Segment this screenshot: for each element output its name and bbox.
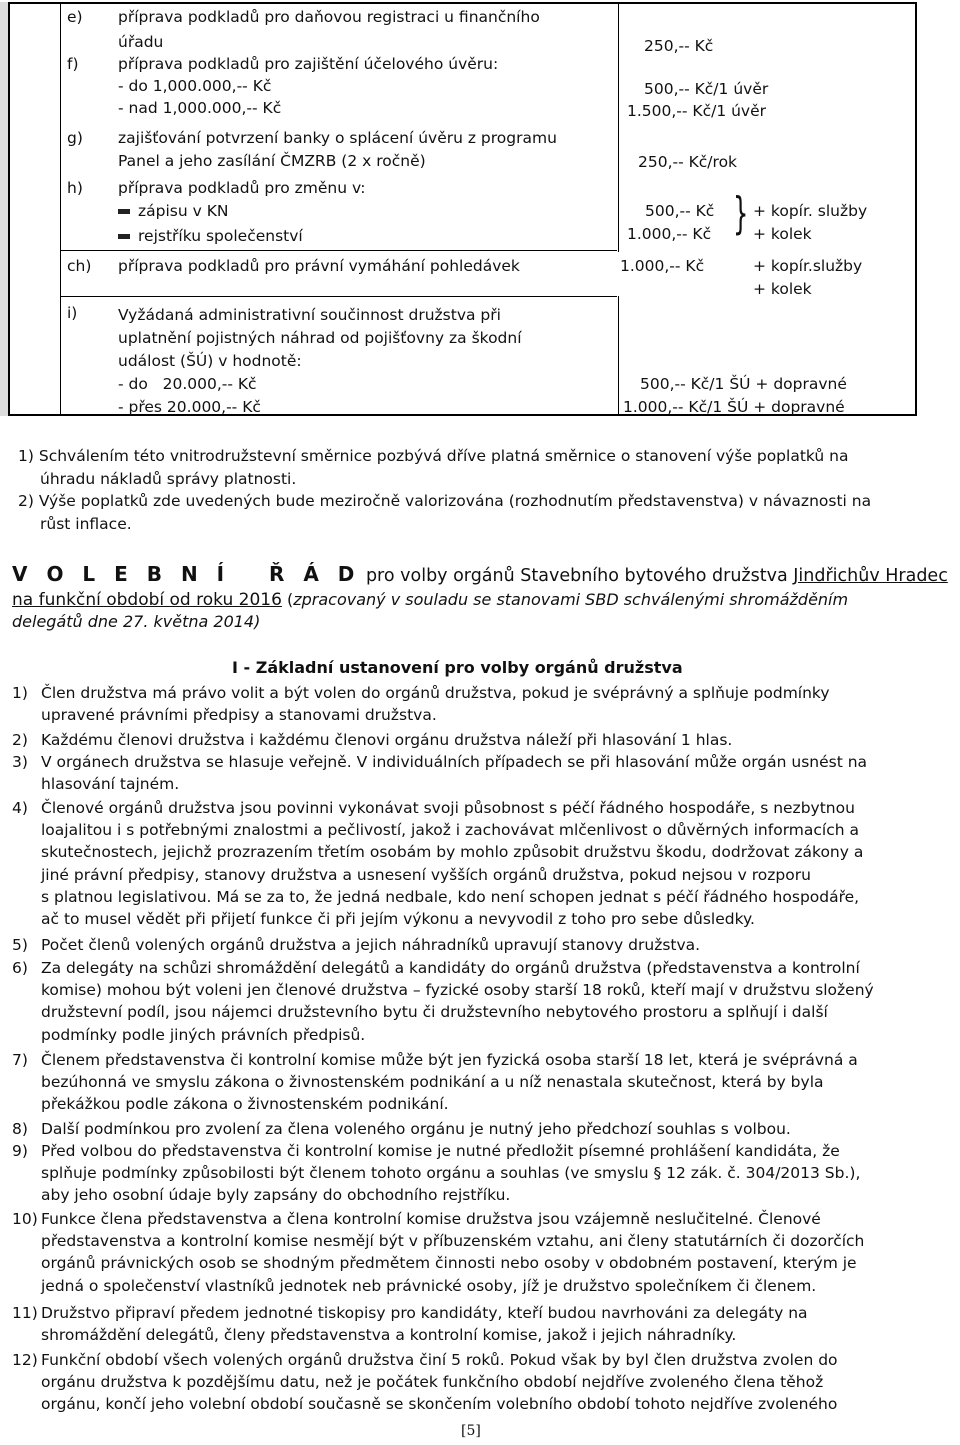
row-divider bbox=[60, 250, 617, 251]
fee-table bbox=[0, 2, 917, 416]
paragraph-number: 12) bbox=[12, 1351, 38, 1369]
table-right-border bbox=[915, 2, 917, 416]
section-title: I - Základní ustanovení pro volby orgánů družstva bbox=[232, 658, 683, 677]
paragraph-line: ač to musel vědět při přijetí funkce či při jejím výkonu a nevyvodil z toho pro sebe důsledky. bbox=[41, 910, 755, 928]
row-line: příprava podkladů pro právní vymáhání pohledávek bbox=[118, 257, 520, 275]
paragraph-number: 2) bbox=[12, 731, 28, 749]
row-key: g) bbox=[67, 129, 83, 147]
rules-subtitle bbox=[12, 590, 848, 610]
table-left-shade bbox=[0, 2, 8, 416]
row-line: Vyžádaná administrativní součinnost družstva při bbox=[118, 306, 501, 324]
row-line: zápisu v KN bbox=[138, 202, 229, 220]
row-line: příprava podkladů pro zajištění účelového úvěru: bbox=[118, 55, 499, 73]
paragraph-line: aby jeho osobní údaje byly zapsány do obchodního rejstříku. bbox=[41, 1186, 511, 1205]
paragraph-number: 10) bbox=[12, 1210, 38, 1228]
rules-title-note: zpracovaný v souladu se stanovami SBD schválenými shromážděním bbox=[293, 590, 849, 609]
row-line: - nad 1,000.000,-- Kč bbox=[118, 99, 282, 117]
rules-title bbox=[12, 562, 948, 586]
row-line: událost (ŠÚ) v hodnotě: bbox=[118, 352, 302, 370]
row-line: úřadu bbox=[118, 33, 164, 51]
row-line: rejstříku společenství bbox=[138, 227, 303, 245]
table-price-divider-lower bbox=[618, 296, 619, 416]
row-price: 250,-- Kč bbox=[644, 37, 714, 55]
row-line: zajišťování potvrzení banky o splácení úvěru z programu bbox=[118, 129, 557, 147]
rules-title-place: Jindřichův Hradec bbox=[793, 566, 948, 586]
note-2 bbox=[18, 490, 871, 512]
note-line: Výše poplatků zde uvedených bude meziročně valorizována (rozhodnutím představenstva) v návaznosti na bbox=[38, 492, 872, 510]
row-key: h) bbox=[67, 179, 83, 197]
row-line: příprava podkladů pro změnu v: bbox=[118, 179, 366, 197]
paragraph-line: bezúhonná ve smyslu zákona o živnostenském podnikání a u níž nenastala skutečnost, která by byla bbox=[41, 1073, 824, 1092]
paragraph-line: Členové orgánů družstva jsou povinni vykonávat svoji působnost s péčí řádného hospodáře, s nezbytnou bbox=[41, 799, 855, 817]
list-item bbox=[118, 227, 303, 245]
table-top-border bbox=[8, 2, 917, 4]
row-line: - přes 20.000,-- Kč bbox=[118, 398, 261, 416]
paragraph-line: hlasování tajném. bbox=[41, 775, 180, 794]
row-extra: + kopír. služby bbox=[753, 202, 868, 220]
paragraph-line: Členem představenstva či kontrolní komise může být jen fyzická osoba starší 18 let, která je svéprávná a bbox=[41, 1051, 858, 1069]
right-brace-icon: } bbox=[733, 188, 749, 239]
paragraph-line: Další podmínkou pro zvolení za člena voleného orgánu je nutný jeho předchozí souhlas s volbou. bbox=[41, 1120, 791, 1138]
row-key: i) bbox=[67, 304, 78, 322]
rules-title-text: pro volby orgánů Stavebního bytového družstva bbox=[360, 566, 794, 586]
table-price-divider bbox=[618, 2, 619, 252]
dash-bullet-icon bbox=[118, 234, 130, 239]
row-price: 250,-- Kč/rok bbox=[638, 153, 738, 171]
row-price: 1.000,-- Kč bbox=[620, 257, 705, 275]
row-extra: + kolek bbox=[753, 280, 812, 298]
paragraph-line: Za delegáty na schůzi shromáždění delegátů a kandidáty do orgánů družstva (představenstva a kontrolní bbox=[41, 959, 860, 977]
paragraph-line: družstevní podíl, jsou nájemci družstevního bytu či družstevního nebytového prostoru a splňují i další bbox=[41, 1003, 828, 1022]
paragraph-number: 5) bbox=[12, 936, 28, 954]
note-line: růst inflace. bbox=[40, 515, 132, 533]
table-key-divider bbox=[60, 2, 61, 416]
paragraph-line: Každému členovi družstva i každému členovi orgánu družstva náleží při hlasování 1 hlas. bbox=[41, 731, 733, 749]
paragraph-number: 3) bbox=[12, 753, 28, 771]
row-price: 500,-- Kč/1 úvěr bbox=[644, 80, 769, 98]
note-1 bbox=[18, 445, 848, 467]
row-line: Panel a jeho zasílání ČMZRB (2 x ročně) bbox=[118, 152, 426, 170]
paragraph-number: 9) bbox=[12, 1142, 28, 1160]
rules-title-paren: ( bbox=[281, 590, 294, 609]
row-line: - do 1,000.000,-- Kč bbox=[118, 77, 272, 95]
list-item bbox=[118, 202, 228, 220]
paragraph-line: jiné právní předpisy, stanovy družstva a usnesení vyšších orgánů družstva, pokud nejsou v rozporu bbox=[41, 865, 811, 884]
row-key: ch) bbox=[67, 257, 92, 275]
row-divider bbox=[60, 296, 617, 297]
row-extra: + kolek bbox=[753, 225, 812, 243]
note-line: úhradu nákladů správy platnosti. bbox=[40, 470, 297, 488]
paragraph-number: 6) bbox=[12, 959, 28, 977]
row-key: f) bbox=[67, 55, 79, 73]
paragraph-line: Počet členů volených orgánů družstva a jejich náhradníků upravují stanovy družstva. bbox=[41, 936, 701, 954]
row-line: uplatnění pojistných náhrad od pojišťovny za škodní bbox=[118, 329, 522, 347]
paragraph-line: představenstva a kontrolní komise nesmějí být v příbuzenském vztahu, ani členy statutárních či dozorčích bbox=[41, 1232, 865, 1251]
row-key: e) bbox=[67, 8, 83, 26]
row-extra: + kopír.služby bbox=[753, 257, 863, 275]
paragraph-line: Před volbou do představenstva či kontrolní komise je nutné předložit písemné prohlášení kandidáta, že bbox=[41, 1142, 840, 1160]
row-price: 1.000,-- Kč bbox=[627, 225, 712, 243]
paragraph-number: 8) bbox=[12, 1120, 28, 1138]
paragraph-line: podmínky podle jiných právních předpisů. bbox=[41, 1025, 366, 1044]
row-price: 1.000,-- Kč/1 ŠÚ + dopravné bbox=[623, 398, 845, 416]
paragraph-line: splňuje podmínky způsobilosti být členem tohoto orgánu a souhlas (ve smyslu § 12 zák. č. 304/2013 Sb.), bbox=[41, 1164, 861, 1183]
row-price: 500,-- Kč bbox=[645, 202, 715, 220]
note-number: 2) bbox=[18, 492, 34, 510]
paragraph-number: 7) bbox=[12, 1051, 28, 1069]
paragraph-line: komise) mohou být voleni jen členové družstva – fyzické osoby starší 18 roků, kteří mají v družstvu složený bbox=[41, 981, 874, 1000]
paragraph-line: orgánů právnických osob se shodným předmětem činnosti nebo osoby v obdobném postavení, kterým je bbox=[41, 1254, 857, 1273]
paragraph-line: loajalitou i s potřebnými znalostmi a pečlivostí, jakož i zachovávat mlčenlivost o důvěrných informacích a bbox=[41, 821, 859, 840]
paragraph-number: 4) bbox=[12, 799, 28, 817]
paragraph-line: jedná o společenství vlastníků jednotek neb právnické osoby, jíž je družstvo společníkem či členem. bbox=[41, 1276, 817, 1295]
note-line: Schválením této vnitrodružstevní směrnice pozbývá dříve platná směrnice o stanovení výše poplatků na bbox=[38, 447, 849, 465]
paragraph-number: 1) bbox=[12, 684, 28, 702]
rules-title-period: na funkční období od roku 2016 bbox=[12, 590, 282, 610]
dash-bullet-icon bbox=[118, 209, 130, 214]
rules-title-heading: V O L E B N Í Ř Á D bbox=[12, 562, 361, 586]
row-price: 1.500,-- Kč/1 úvěr bbox=[627, 102, 767, 120]
paragraph-line: orgánu, končí jeho volební období současně se skončením volebního období tohoto nejdříve zvoleného bbox=[41, 1395, 838, 1414]
page-number: [5] bbox=[461, 1423, 481, 1439]
rules-title-note-2: delegátů dne 27. května 2014) bbox=[12, 612, 261, 631]
paragraph-line: překážkou podle zákona o živnostenském podnikání. bbox=[41, 1095, 449, 1114]
table-left-border bbox=[8, 2, 10, 416]
paragraph-line: Funkce člena představenstva a člena kontrolní komise družstva jsou vzájemně neslučitelné. Členové bbox=[41, 1210, 821, 1228]
row-line: příprava podkladů pro daňovou registraci u finančního bbox=[118, 8, 540, 26]
paragraph-line: s platnou legislativou. Má se za to, že jedná nedbale, kdo není schopen jednat s péčí řádného hospodáře, bbox=[41, 887, 860, 906]
paragraph-number: 11) bbox=[12, 1304, 38, 1322]
paragraph-line: upravené právními předpisy a stanovami družstva. bbox=[41, 706, 437, 725]
paragraph-line: skutečnostech, jejichž prozrazením třetím osobám by mohlo způsobit družstvu škodu, dodržovat zákony a bbox=[41, 843, 864, 862]
paragraph-line: V orgánech družstva se hlasuje veřejně. V individuálních případech se při hlasování může orgán usnést na bbox=[41, 753, 868, 771]
note-number: 1) bbox=[18, 447, 34, 465]
paragraph-line: Funkční období všech volených orgánů družstva činí 5 roků. Pokud však by byl člen družstva zvolen do bbox=[41, 1351, 838, 1369]
row-price: 500,-- Kč/1 ŠÚ + dopravné bbox=[640, 375, 847, 393]
paragraph-line: shromáždění delegátů, členy představenstva a kontrolní komise, jakož i jejich náhradníky. bbox=[41, 1326, 737, 1345]
paragraph-line: orgánu družstva k pozdějšímu datu, než je počátek funkčního období nejdříve zvoleného člena těhož bbox=[41, 1373, 824, 1392]
paragraph-line: Družstvo připraví předem jednotné tiskopisy pro kandidáty, kteří budou navrhováni za delegáty na bbox=[41, 1304, 808, 1322]
paragraph-line: Člen družstva má právo volit a být volen do orgánů družstva, pokud je svéprávný a splňuje podmínky bbox=[41, 684, 830, 702]
row-line: - do 20.000,-- Kč bbox=[118, 375, 257, 393]
